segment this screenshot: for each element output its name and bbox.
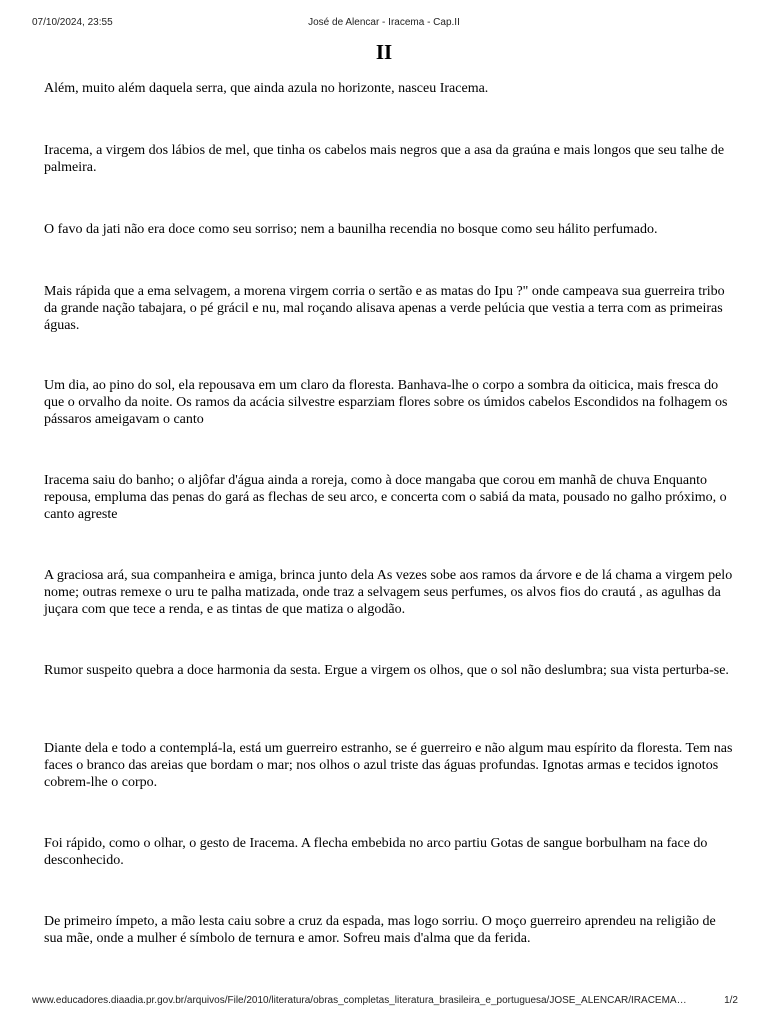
paragraph-8: Rumor suspeito quebra a doce harmonia da sesta. Ergue a virgem os olhos, que o sol não deslumbra; sua vista perturba-se. (44, 663, 729, 678)
paragraph-2: Iracema, a virgem dos lábios de mel, que tinha os cabelos mais negros que a asa da graúna e mais longos que seu talhe de palmeira. (44, 143, 725, 175)
paragraph-10: Foi rápido, como o olhar, o gesto de Iracema. A flecha embebida no arco partiu Gotas de sangue borbulham na face do desconhecido. (44, 836, 708, 868)
print-datetime: 07/10/2024, 23:55 (32, 17, 113, 28)
paragraph-1: Além, muito além daquela serra, que ainda azula no horizonte, nasceu Iracema. (44, 81, 489, 96)
source-url: www.educadores.diaadia.pr.gov.br/arquivos/File/2010/literatura/obras_completas_literatura_brasileira_e_portuguesa/JOSE_ALENCAR/IRACEMA… (32, 995, 687, 1006)
paragraph-11: De primeiro ímpeto, a mão lesta caiu sobre a cruz da espada, mas logo sorriu. O moço guerreiro aprendeu na religião de sua mãe, onde a mulher é símbolo de ternura e amor. Sofreu mais d'alma que da ferida. (44, 914, 716, 946)
paragraph-3: O favo da jati não era doce como seu sorriso; nem a baunilha recendia no bosque como seu hálito perfumado. (44, 222, 658, 237)
paragraph-9: Diante dela e todo a contemplá-la, está um guerreiro estranho, se é guerreiro e não algum mau espírito da floresta. Tem nas faces o branco das areias que bordam o mar; nos olhos o azul triste das águas profundas. Ignotas armas e tecidos ignotos cobrem-lhe o corpo. (44, 741, 733, 790)
chapter-title: II (375, 40, 393, 64)
page-number: 1/2 (724, 995, 738, 1006)
document-title: José de Alencar - Iracema - Cap.II (308, 17, 460, 28)
paragraph-6: Iracema saiu do banho; o aljôfar d'água ainda a roreja, como à doce mangaba que corou em manhã de chuva Enquanto repousa, empluma das penas do gará as flechas de seu arco, e concerta com o sabiá da mata, pousado no galho próximo, o canto agreste (44, 473, 727, 522)
paragraph-7: A graciosa ará, sua companheira e amiga, brinca junto dela As vezes sobe aos ramos da árvore e de lá chama a virgem pelo nome; outras remexe o uru te palha matizada, onde traz a selvagem seus perfumes, os alvos fios do crautá , as agulhas da juçara com que tece a renda, e as tintas de que matiza o algodão. (44, 568, 733, 617)
paragraph-4: Mais rápida que a ema selvagem, a morena virgem corria o sertão e as matas do Ipu ?" onde campeava sua guerreira tribo da grande nação tabajara, o pé grácil e nu, mal roçando alisava apenas a verde pelúcia que vestia a terra com as primeiras águas. (44, 284, 725, 333)
paragraph-5: Um dia, ao pino do sol, ela repousava em um claro da floresta. Banhava-lhe o corpo a sombra da oiticica, mais fresca do que o orvalho da noite. Os ramos da acácia silvestre esparziam flores sobre os úmidos cabelos Escondidos na folhagem os pássaros ameigavam o canto (44, 378, 728, 427)
